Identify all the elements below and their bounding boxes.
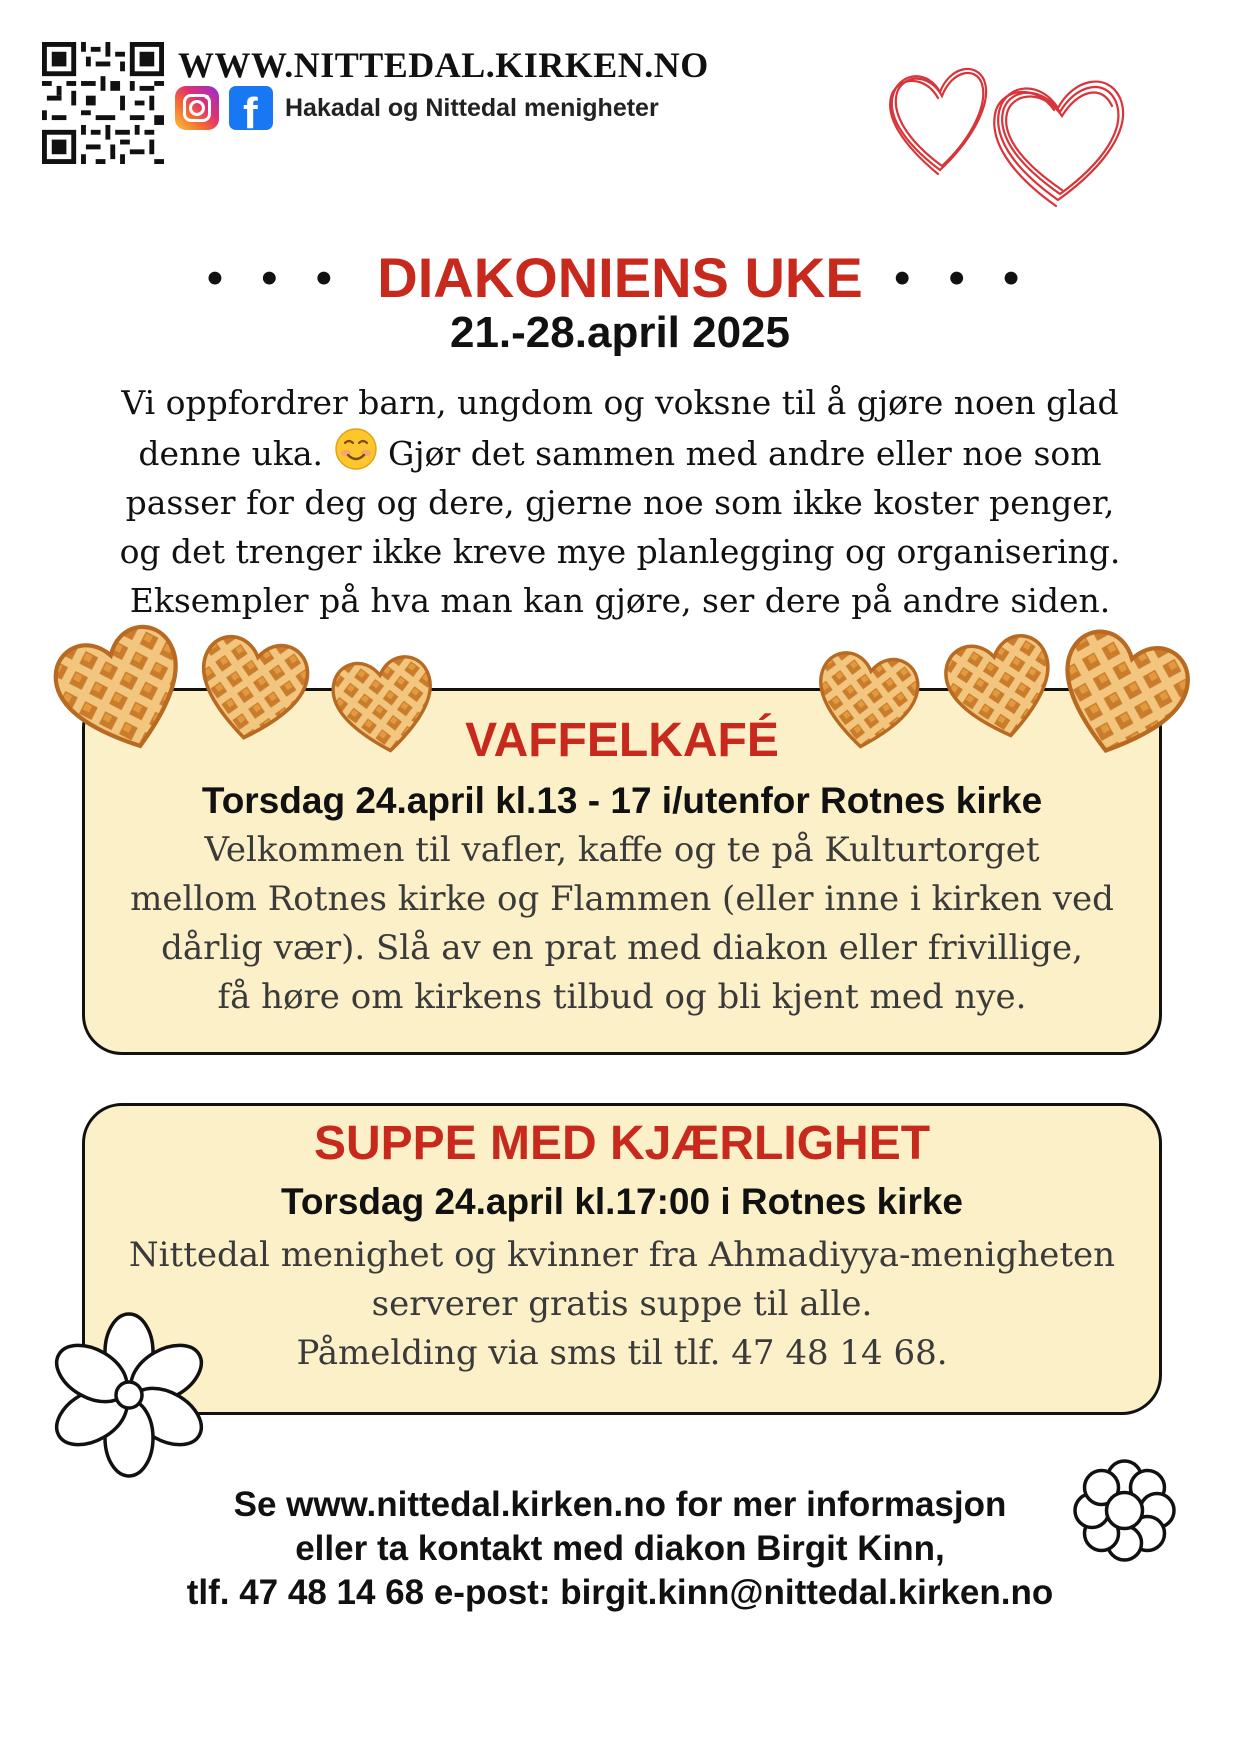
facebook-icon[interactable]: f xyxy=(229,86,273,130)
flower-icon xyxy=(44,1310,214,1480)
event-description-line: dårlig vær). Slå av en prat med diakon eller frivillige, xyxy=(161,928,1083,968)
event-when: Torsdag 24.april kl.13 - 17 i/utenfor Rotnes kirke xyxy=(201,780,1043,821)
intro-line: og det trenger ikke kreve mye planlegging og organisering. xyxy=(119,532,1121,571)
waffle-heart-icon xyxy=(1052,624,1192,764)
intro-line-part: denne uka. xyxy=(138,434,324,473)
date-range: 21.-28.april 2025 xyxy=(449,308,790,357)
event-description-line: få høre om kirkens tilbud og bli kjent med nye. xyxy=(217,977,1027,1017)
waffle-heart-icon xyxy=(938,628,1063,746)
title-dots-left: ● ● ● xyxy=(205,260,347,294)
page-title: DIAKONIENS UKE xyxy=(377,246,863,309)
waffle-heart-icon xyxy=(325,648,443,760)
event-description-line: Velkommen til vafler, kaffe og te på Kulturtorget xyxy=(204,830,1040,870)
event-title: VAFFELKAFÉ xyxy=(465,714,779,767)
waffle-heart-icon xyxy=(190,628,315,748)
event-description-line: serverer gratis suppe til alle. xyxy=(371,1284,873,1324)
intro-line-part: Gjør det sammen med andre eller noe som xyxy=(388,434,1102,473)
event-suppe xyxy=(82,1103,1162,1415)
intro-line: Vi oppfordrer barn, ungdom og voksne til å gjøre noen glad xyxy=(121,383,1119,422)
footer-line: eller ta kontakt med diakon Birgit Kinn, xyxy=(295,1529,945,1568)
event-description-line: Nittedal menighet og kvinner fra Ahmadiyya-menigheten xyxy=(128,1235,1116,1275)
footer-line: Se www.nittedal.kirken.no for mer informasjon xyxy=(233,1485,1007,1524)
social-row xyxy=(175,86,659,130)
smiley-icon xyxy=(334,427,378,471)
event-description-line: mellom Rotnes kirke og Flammen (eller inne i kirken ved xyxy=(130,879,1114,919)
event-description-line: Påmelding via sms til tlf. 47 48 14 68. xyxy=(296,1333,948,1373)
event-title: SUPPE MED KJÆRLIGHET xyxy=(313,1117,931,1170)
intro-line xyxy=(80,427,1160,478)
waffle-heart-icon xyxy=(808,644,926,756)
event-description xyxy=(85,826,1159,1022)
parishes-label: Hakadal og Nittedal menigheter xyxy=(285,93,659,122)
event-description xyxy=(85,1231,1159,1378)
intro-line: passer for deg og dere, gjerne noe som ikke koster penger, xyxy=(125,483,1115,522)
qr-code[interactable] xyxy=(42,42,164,164)
title-dots-right: ● ● ● xyxy=(893,260,1035,294)
instagram-icon[interactable] xyxy=(175,86,219,130)
event-when: Torsdag 24.april kl.17:00 i Rotnes kirke xyxy=(280,1181,964,1222)
intro-text xyxy=(80,378,1160,625)
footer-contact xyxy=(70,1483,1170,1615)
hearts-icon xyxy=(880,40,1180,210)
waffle-heart-icon xyxy=(52,620,192,760)
title-row xyxy=(0,245,1240,310)
website-url[interactable]: WWW.NITTEDAL.KIRKEN.NO xyxy=(178,45,709,85)
intro-line: Eksempler på hva man kan gjøre, ser dere på andre siden. xyxy=(129,581,1111,620)
footer-line: tlf. 47 48 14 68 e-post: birgit.kinn@nittedal.kirken.no xyxy=(186,1573,1054,1612)
